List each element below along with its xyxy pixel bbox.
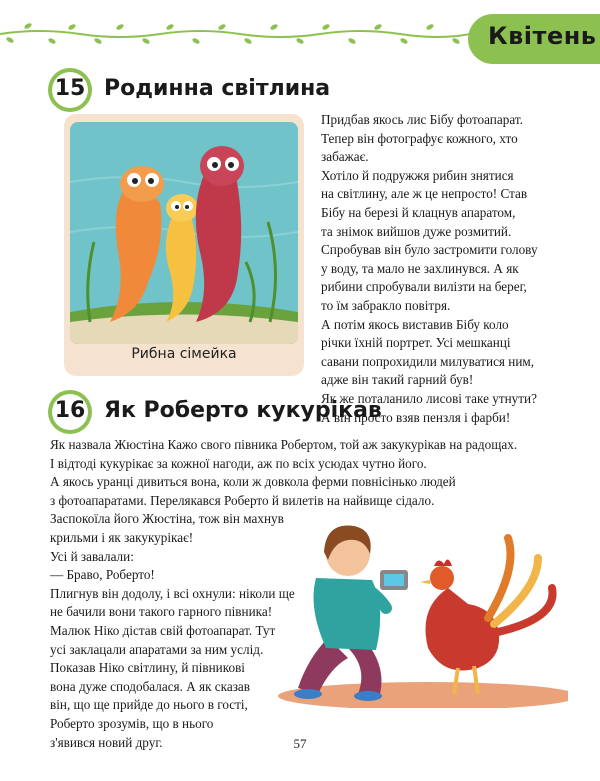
text-line: адже він такий гарний був! — [321, 372, 474, 388]
text-line: з фотоапаратами. Перелякався Роберто й вилетів на найвище сідало. — [50, 492, 435, 508]
text-line: вона дуже сподобалася. А як сказав — [50, 678, 251, 694]
text-line: А якось уранці дивиться вона, коли ж довкола ферми повнісінько людей — [50, 474, 456, 490]
text-line: Тепер він фотографує кожного, хто — [321, 130, 518, 146]
text-line: Плигнув він додолу, і всі охнули: ніколи ще — [50, 585, 295, 601]
vine-decoration-icon — [0, 0, 470, 60]
text-line: не бачили вони такого гарного півника! — [50, 604, 273, 620]
text-line: крильми і як закукурікає! — [50, 529, 194, 545]
text-line: у воду, та мало не захлинувся. А як — [321, 260, 519, 276]
page-number: 57 — [293, 736, 307, 751]
story-title: Родинна світлина — [104, 76, 331, 101]
text-line: Бібу на березі й клацнув апаратом, — [321, 204, 516, 220]
text-line: А потім якось виставив Бібу коло — [321, 316, 509, 332]
text-line: річки їхній портрет. Усі мешканці — [321, 335, 511, 351]
text-line: та знімок вийшов дуже розмитий. — [321, 223, 512, 239]
text-line: забажає. — [321, 149, 369, 165]
fish-family-illustration — [70, 122, 298, 344]
text-line: усі заклацали апаратами за ним услід. — [50, 641, 264, 657]
text-line: він, що ще прийде до нього в гості, — [50, 697, 248, 713]
story-number: 16 — [54, 398, 86, 423]
text-line: А він просто взяв пензля і фарби! — [321, 409, 511, 425]
text-line: — Браво, Роберто! — [50, 567, 155, 583]
text-line: з'явився новий друг. — [50, 734, 163, 750]
story-text — [321, 111, 538, 427]
text-line: на світлину, але ж це непросто! Став — [321, 186, 528, 202]
text-line: Як назвала Жюстіна Кажо свого півника Робертом, той аж закукурікав на радощах. — [50, 437, 518, 452]
story-title: Як Роберто кукурікав — [104, 398, 382, 423]
text-line: Спробував він було застромити голову — [321, 242, 538, 258]
text-line: то їм забракло повітря. — [321, 297, 451, 313]
text-line: І відтоді кукурікає за кожної нагоди, аж по всіх усюдах чутно його. — [50, 455, 427, 471]
text-line: рибини спробували вилізти на берег, — [321, 279, 527, 295]
text-line: Заспокоїла його Жюстіна, тож він махнув — [50, 511, 284, 527]
text-line: савани попрохидили милуватися ним, — [321, 353, 535, 369]
story-number: 15 — [54, 76, 86, 101]
boy-with-rooster-illustration — [268, 508, 568, 708]
text-line: Роберто зрозумів, що в нього — [50, 715, 214, 731]
photo-caption: Рибна сімейка — [131, 346, 237, 362]
text-line: Усі й завалали: — [50, 548, 134, 564]
text-line: Показав Ніко світлину, й півникові — [50, 660, 245, 676]
text-line: Як же поталанило лисові таке утнути? — [321, 390, 537, 406]
text-line: Малюк Ніко дістав свій фотоапарат. Тут — [50, 622, 276, 638]
text-line: Придбав якось лис Бібу фотоапарат. — [321, 112, 523, 127]
text-line: Хотіло й подружжя рибин знятися — [321, 167, 514, 183]
month-label: Квітень — [488, 22, 597, 50]
